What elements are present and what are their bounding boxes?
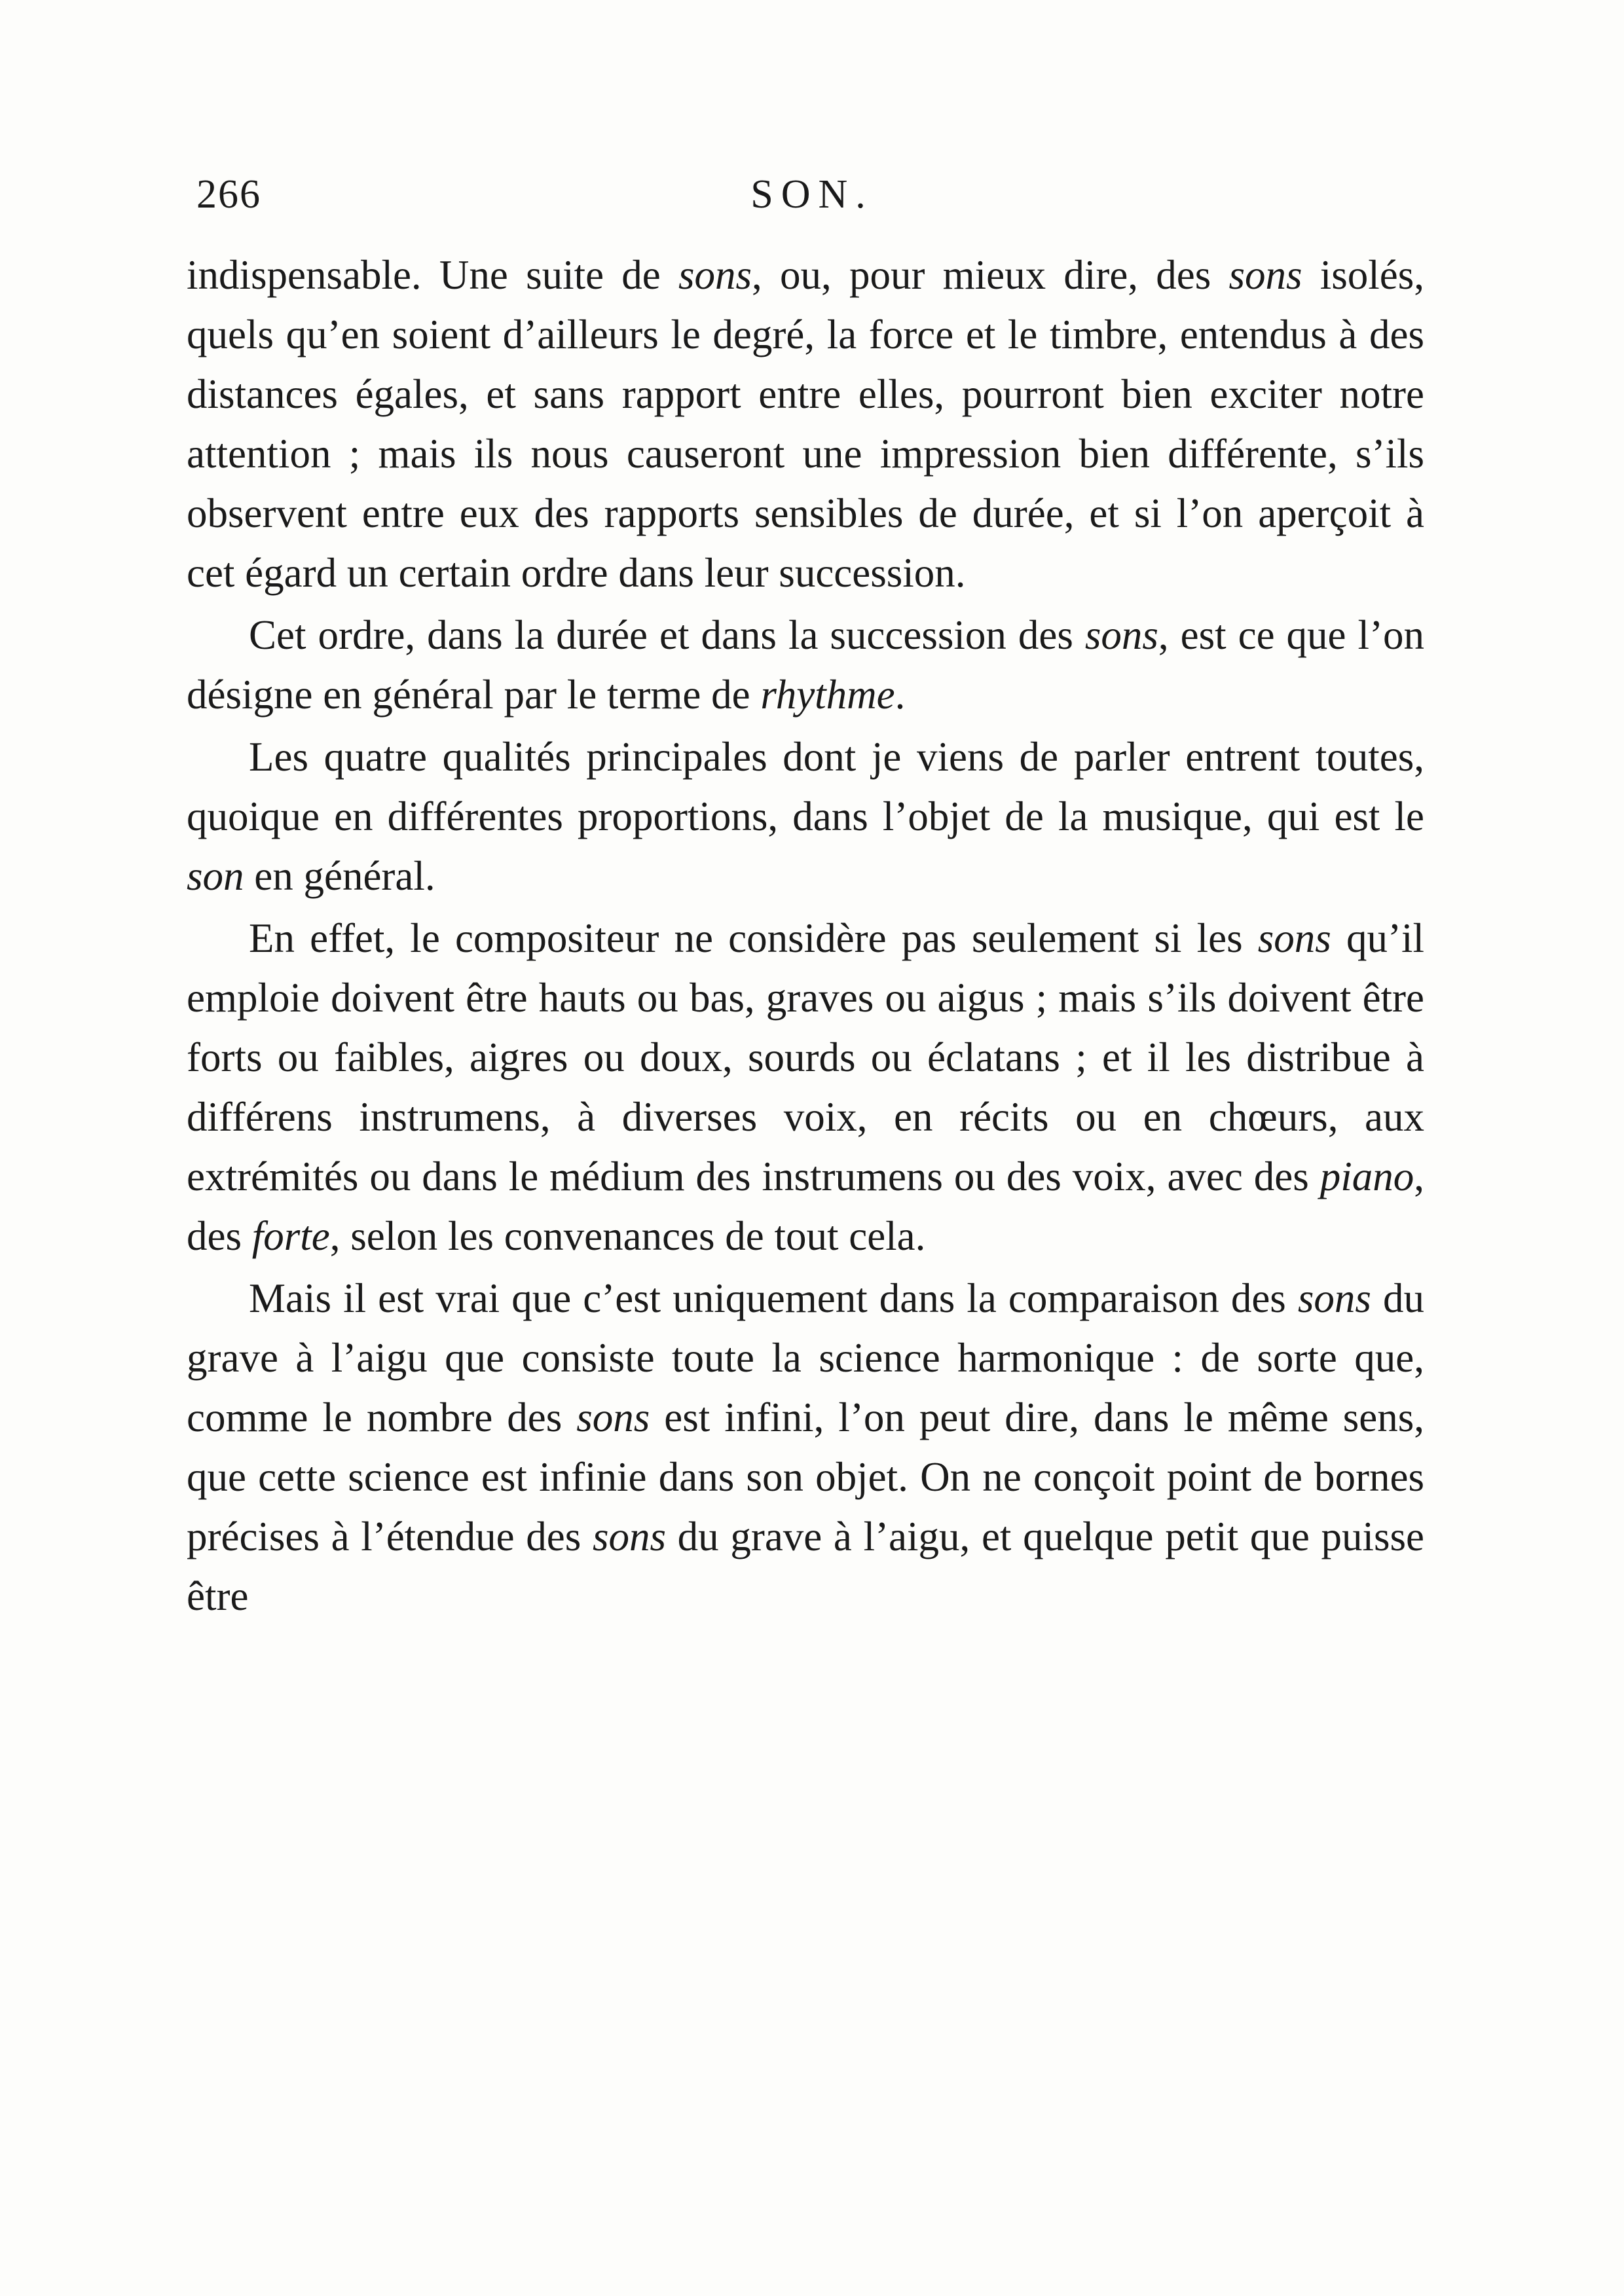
paragraph — [187, 246, 1424, 603]
text-run: du grave à l’aigu que consiste toute la science harmonique : de sorte que, comme le nombre des — [187, 1275, 1424, 1440]
text-run: Cet ordre, dans la durée et dans la succession des — [249, 612, 1085, 658]
text-run: Mais il est vrai que c’est uniquement dans la comparaison des — [249, 1275, 1298, 1321]
paragraph — [187, 606, 1424, 725]
italic-term: son — [187, 853, 244, 899]
text-run: En effet, le compositeur ne considère pas seulement si les — [249, 915, 1258, 961]
body-text — [187, 246, 1424, 1629]
text-run: , ou, pour mieux dire, des — [752, 252, 1229, 298]
text-run: est infini, l’on peut dire, dans le même sens, que cette science est infinie dans son objet. On ne conçoit point de bornes précises à l’étendue des — [187, 1394, 1424, 1559]
italic-term: sons — [1084, 612, 1158, 658]
text-run: isolés, quels qu’en soient d’ailleurs le degré, la force et le timbre, entendus à des distances égales, et sans rapport entre elles, pourront bien exciter notre attention ; mais ils nous causeront une impression bien différente, s’ils observent entre eux des rapports sensibles de durée, et si l’on aperçoit à cet égard un certain ordre dans leur succession. — [187, 252, 1425, 596]
italic-term: forte — [251, 1213, 330, 1259]
text-run: du grave à l’aigu, et quelque petit que puisse être — [187, 1514, 1424, 1619]
paragraph — [187, 909, 1424, 1266]
text-run: en général. — [244, 853, 435, 899]
text-run: . — [895, 672, 906, 718]
italic-term: sons — [576, 1394, 650, 1440]
italic-term: sons — [1297, 1275, 1371, 1321]
page-number: 266 — [196, 172, 261, 217]
running-title: SON. — [750, 172, 874, 217]
italic-term: sons — [592, 1514, 666, 1559]
italic-term: sons — [678, 252, 752, 298]
paragraph — [187, 727, 1424, 906]
italic-term: sons — [1228, 252, 1302, 298]
italic-term: piano — [1320, 1154, 1414, 1199]
text-run: indispensable. Une suite de — [187, 252, 678, 298]
text-run: Les quatre qualités principales dont je viens de parler entrent toutes, quoique en différentes proportions, dans l’objet de la musique, qui est le — [187, 734, 1424, 839]
paragraph — [187, 1269, 1424, 1626]
text-run: , est ce que l’on désigne en général par le terme de — [187, 612, 1424, 718]
text-run: , des — [187, 1154, 1424, 1259]
italic-term: rhythme — [760, 672, 895, 718]
page-header — [196, 172, 1428, 230]
text-run: , selon les convenances de tout cela. — [329, 1213, 926, 1259]
italic-term: sons — [1257, 915, 1331, 961]
text-run: qu’il emploie doivent être hauts ou bas, graves ou aigus ; mais s’ils doivent être forts ou faibles, aigres ou doux, sourds ou éclatans ; et il les distribue à différens instrumens, à diverses voix, en récits ou en chœurs, aux extrémités ou dans le médium des instrumens ou des voix, avec des — [187, 915, 1424, 1199]
